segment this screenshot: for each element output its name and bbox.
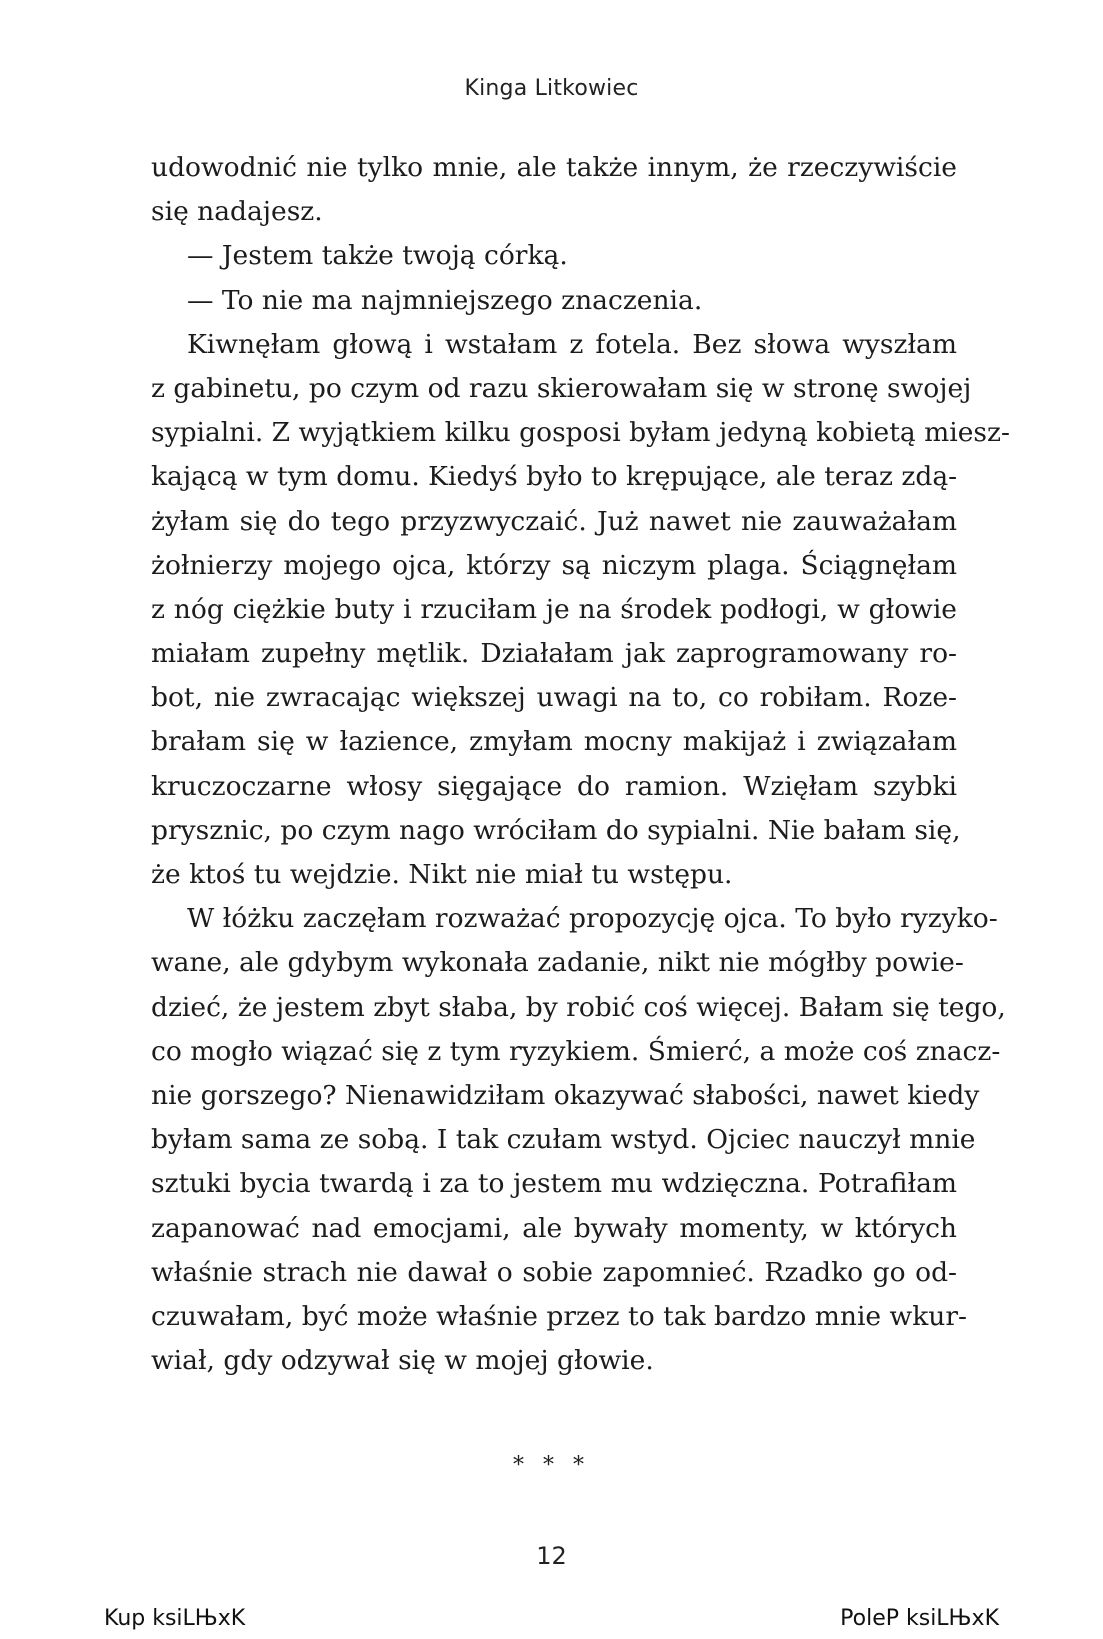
text-line: się nadajesz. [151,196,323,228]
running-head-author: Kinga Litkowiec [464,76,639,101]
text-line: Kiwnęłam głową i wstałam z fotela. Bez słowa wyszłam [187,328,957,360]
text-line: właśnie strach nie dawał o sobie zapomnieć. Rzadko go od- [151,1256,957,1288]
text-line: udowodnić nie tylko mnie, ale także innym, że rzeczywiście [151,152,957,183]
text-line: żyłam się do tego przyzwyczaić. Już nawet nie zauważałam [151,505,957,537]
text-line: byłam sama ze sobą. I tak czułam wstyd. Ojciec nauczył mnie [151,1124,976,1156]
text-line: dzieć, że jestem zbyt słaba, by robić coś więcej. Bałam się tego, [151,991,1006,1023]
text-line: z nóg ciężkie buty i rzuciłam je na środek podłogi, w głowie [151,593,957,625]
text-line: zapanować nad emocjami, ale bywały momenty, w których [151,1212,957,1244]
text-line: nie gorszego? Nienawidziłam okazywać słabości, nawet kiedy [151,1079,980,1111]
text-line: prysznic, po czym nago wróciłam do sypialni. Nie bałam się, [151,814,961,846]
text-line: z gabinetu, po czym od razu skierowałam się w stronę swojej [151,372,972,404]
text-line: — Jestem także twoją córką. [187,240,568,272]
text-line: wane, ale gdybym wykonała zadanie, nikt nie mógłby powie- [151,947,964,979]
text-line: miałam zupełny mętlik. Działałam jak zaprogramowany ro- [151,638,957,670]
text-line: W łóżku zaczęłam rozważać propozycję ojca. To było ryzyko- [187,903,998,935]
text-line: co mogło wiązać się z tym ryzykiem. Śmierć, a może coś znacz- [151,1035,1001,1067]
body-text [151,146,1010,1383]
text-line: — To nie ma najmniejszego znaczenia. [187,284,703,316]
buy-book-link[interactable]: Kup ksiLЊxK [104,1606,246,1631]
text-line: czuwałam, być może właśnie przez to tak bardzo mnie wkur- [151,1300,967,1332]
text-line: że ktoś tu wejdzie. Nikt nie miał tu wstępu. [151,859,733,890]
text-line: sztuki bycia twardą i za to jestem mu wdzięczna. Potrafiłam [151,1168,957,1200]
text-line: sypialni. Z wyjątkiem kilku gosposi byłam jedyną kobietą miesz- [151,417,1010,449]
text-line: wiał, gdy odzywał się w mojej głowie. [151,1345,654,1377]
section-separator: * * * [513,1453,590,1478]
text-line: kruczoczarne włosy sięgające do ramion. Wzięłam szybki [151,770,957,802]
text-line: brałam się w łazience, zmyłam mocny makijaż i związałam [151,726,957,758]
recommend-book-link[interactable]: PoleP ksiLЊxK [840,1606,999,1631]
page-number: 12 [536,1542,567,1570]
text-line: kającą w tym domu. Kiedyś było to krępujące, ale teraz zdą- [151,461,958,493]
text-line: żołnierzy mojego ojca, którzy są niczym plaga. Ściągnęłam [151,549,957,581]
text-line: bot, nie zwracając większej uwagi na to, co robiłam. Roze- [151,682,957,714]
